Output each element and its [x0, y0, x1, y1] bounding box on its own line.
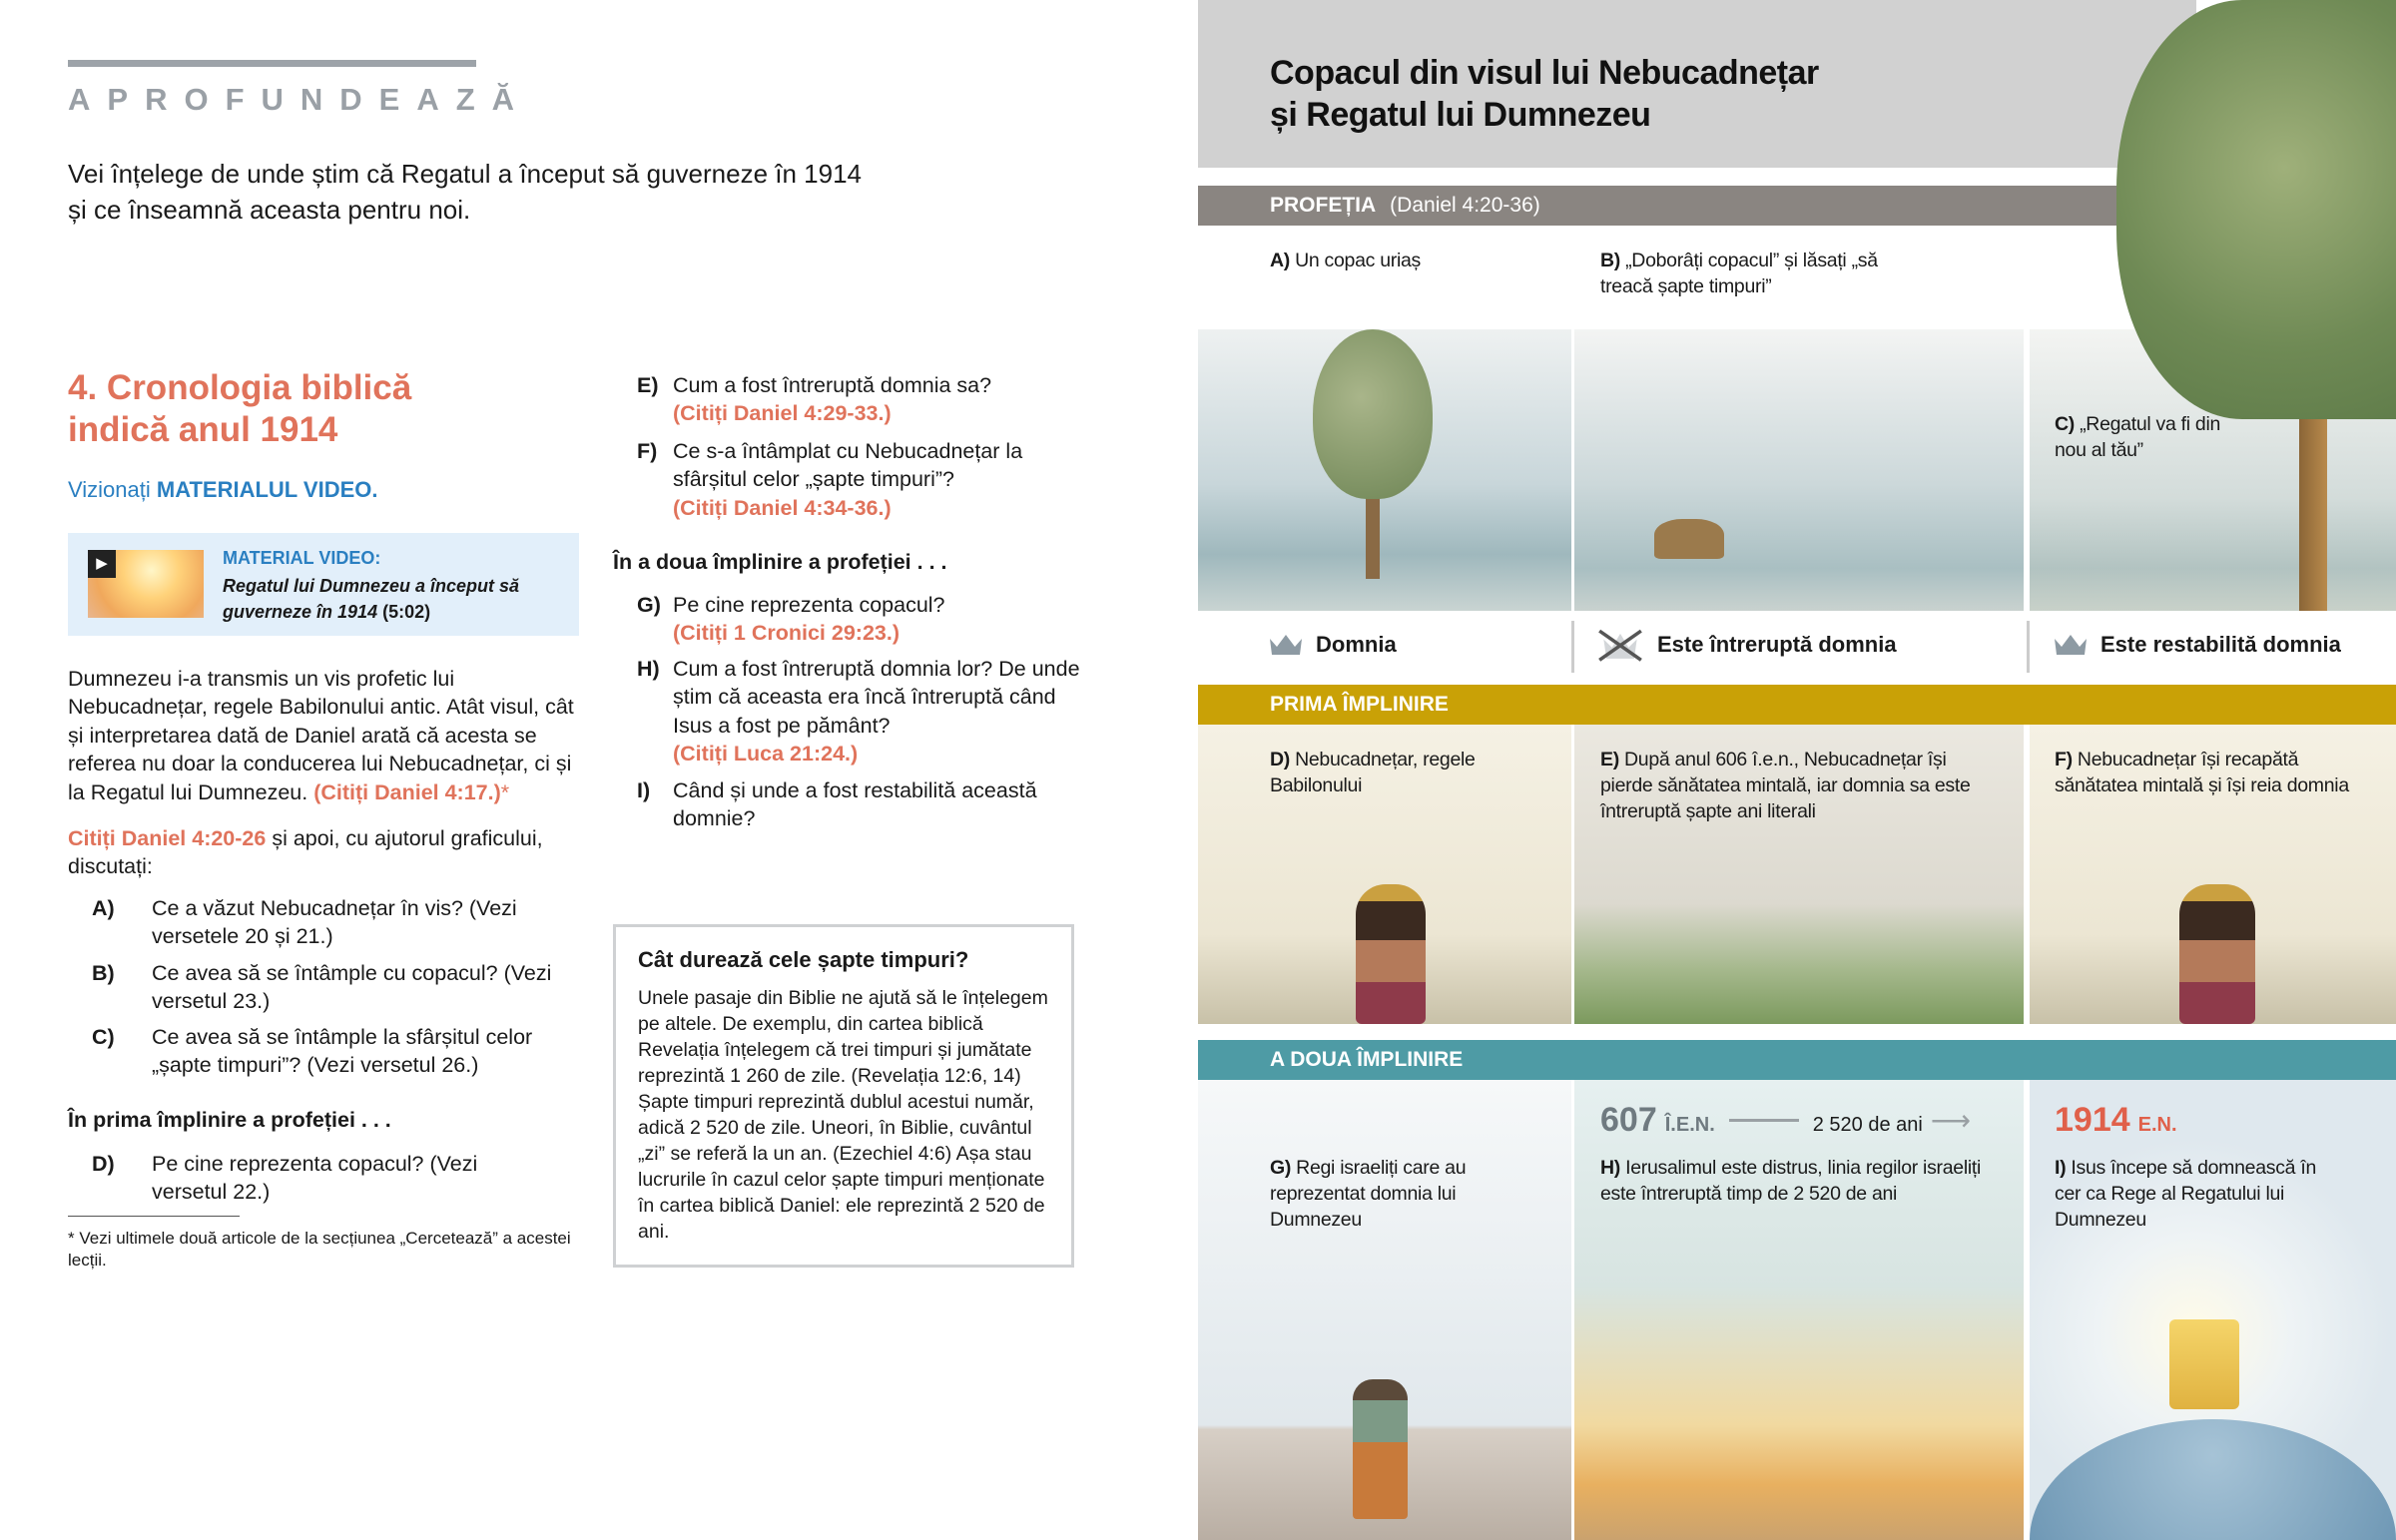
timeline-start-year: 607: [1600, 1101, 1657, 1139]
first-fulfillment-band: PRIMA ÎMPLINIRE: [1198, 685, 2396, 725]
jerusalem-destroyed-illustration: [1574, 1080, 2024, 1540]
caption-i: [2055, 1155, 2324, 1233]
timeline-end-era: E.N.: [2137, 1114, 2177, 1136]
question-letter: B): [92, 961, 115, 985]
crown-icon: [1268, 633, 1304, 657]
question-text: Ce s-a întâmplat cu Nebucadnețar la sfârșitul celor „șapte timpuri”?: [673, 439, 1023, 492]
crossed-crown-icon: [1595, 628, 1645, 662]
caption-f: [2055, 747, 2364, 798]
question-letter: D): [92, 1152, 115, 1176]
question-letter: H): [637, 657, 660, 681]
question-letter: A): [92, 896, 115, 920]
question-b: [92, 959, 561, 1016]
column-divider: [2027, 621, 2030, 673]
throne-illustration: [2169, 1319, 2239, 1409]
caption-letter: I): [2055, 1157, 2067, 1179]
section-kicker: APROFUNDEAZĂ: [68, 82, 532, 117]
question-i: [637, 776, 1056, 833]
giant-tree-illustration: [1198, 329, 1571, 611]
video-title-text: Regatul lui Dumnezeu a început să guverneze în 1914: [223, 576, 520, 622]
band-label: PROFEȚIA: [1270, 194, 1377, 217]
timeline-span: 2 520 de ani: [1812, 1114, 1923, 1136]
label-reign-interrupted: [1595, 611, 1897, 679]
caption-text: Isus începe să domnească în cer ca Rege al Regatului lui Dumnezeu: [2055, 1157, 2316, 1231]
question-h: [637, 655, 1086, 769]
caption-letter: D): [1270, 749, 1290, 770]
video-title: [223, 573, 562, 625]
arrow-right-icon: ⟶: [1930, 1105, 1971, 1136]
label-reign: [1268, 611, 1397, 679]
question-text: Pe cine reprezenta copacul? (Vezi versetul 22.): [152, 1152, 478, 1205]
question-text: Când și unde a fost restabilită această domnie?: [673, 778, 1037, 831]
caption-letter: F): [2055, 749, 2073, 770]
heading-line: indică anul 1914: [68, 410, 338, 449]
caption-letter: B): [1600, 250, 1620, 271]
scripture-reference[interactable]: (Citiți Luca 21:24.): [673, 742, 859, 767]
scripture-reference[interactable]: (Citiți Daniel 4:17.): [313, 779, 501, 804]
question-letter: E): [637, 373, 659, 397]
question-text: Ce avea să se întâmple la sfârșitul celor „șapte timpuri”? (Vezi versetul 26.): [152, 1025, 533, 1078]
question-e: [637, 371, 1076, 428]
second-fulfillment-subheading: În a doua împlinire a profeției . . .: [613, 550, 947, 574]
timeline-line: [1729, 1119, 1799, 1122]
caption-h: [1600, 1155, 2020, 1207]
felled-tree-stump-illustration: [1574, 329, 2024, 611]
question-a: [92, 894, 561, 951]
chart-page: [1198, 0, 2396, 1540]
caption-a: [1270, 248, 1421, 273]
caption-text: Regi israeliți care au reprezentat domnia lui Dumnezeu: [1270, 1157, 1467, 1231]
watch-video-line: [68, 477, 378, 503]
question-c: [92, 1023, 571, 1080]
caption-text: Nebucadnețar își recapătă sănătatea mintală și își reia domnia: [2055, 749, 2349, 796]
video-card[interactable]: [68, 533, 579, 636]
caption-e: [1600, 747, 1990, 824]
caption-b: [1600, 248, 1900, 299]
footnote: * Vezi ultimele două articole de la secțiunea „Cercetează” a acestei lecții.: [68, 1229, 571, 1270]
caption-g: [1270, 1155, 1499, 1233]
caption-letter: E): [1600, 749, 1619, 770]
question-text: Ce a văzut Nebucadnețar în vis? (Vezi versetele 20 și 21.): [152, 896, 517, 949]
footnote-divider: [68, 1216, 240, 1217]
question-g: [637, 591, 1076, 648]
band-reference: (Daniel 4:20-36): [1390, 194, 1540, 217]
tree-canopy-illustration: [2116, 0, 2396, 419]
question-letter: C): [92, 1025, 115, 1049]
caption-text: Ierusalimul este distrus, linia regilor israeliți este întreruptă timp de 2 520 de ani: [1600, 1157, 1982, 1205]
caption-letter: H): [1600, 1157, 1620, 1179]
caption-letter: G): [1270, 1157, 1292, 1179]
paragraph-2: [68, 824, 582, 881]
column-divider: [1571, 621, 1574, 673]
video-link[interactable]: MATERIALUL VIDEO.: [156, 477, 378, 502]
video-duration: (5:02): [377, 602, 431, 622]
timeline-start-era: Î.E.N.: [1664, 1114, 1715, 1136]
scripture-reference[interactable]: Citiți Daniel 4:20-26: [68, 826, 267, 850]
israelite-kings-illustration: [1198, 1080, 1571, 1540]
earth-globe-illustration: [2030, 1419, 2396, 1540]
footnote-marker: *: [500, 779, 510, 804]
question-f: [637, 437, 1056, 522]
timeline-end-year: 1914: [2055, 1101, 2130, 1139]
label-text: Este întreruptă domnia: [1657, 632, 1897, 657]
paragraph-text: și apoi, cu ajutorul graficului, discutați:: [68, 826, 543, 879]
scripture-reference[interactable]: (Citiți Daniel 4:34-36.): [673, 495, 892, 520]
question-letter: G): [637, 593, 661, 617]
band-gap: [1198, 1024, 2396, 1040]
caption-letter: C): [2055, 413, 2075, 435]
question-letter: I): [637, 778, 651, 802]
first-fulfillment-subheading: În prima împlinire a profeției . . .: [68, 1108, 391, 1132]
label-reign-restored: [2053, 611, 2341, 679]
video-thumbnail[interactable]: [88, 550, 204, 618]
play-icon[interactable]: ▶: [88, 550, 116, 578]
section-rule: [68, 60, 476, 67]
caption-text: După anul 606 î.e.n., Nebucadnețar își pierde sănătatea mintală, iar domnia sa este întreruptă șapte ani literali: [1600, 749, 1971, 822]
timeline: [1600, 1101, 1971, 1140]
paragraph-text: Dumnezeu i-a transmis un vis profetic lui Nebucadnețar, regele Babilonului antic. Atât visul, cât și interpretarea dată de Daniel arată că acesta se referea nu doar la conducerea lui Nebucadnețar, ci și la Regatul lui Dumnezeu.: [68, 667, 574, 804]
scripture-reference[interactable]: (Citiți Daniel 4:29-33.): [673, 401, 892, 426]
lesson-heading: [68, 367, 411, 451]
caption-d: [1270, 747, 1519, 798]
caption-text: Un copac uriaș: [1289, 250, 1421, 271]
question-text: Pe cine reprezenta copacul?: [673, 593, 945, 617]
label-text: Domnia: [1316, 632, 1397, 657]
crown-icon: [2053, 633, 2089, 657]
caption-text: „Regatul va fi din nou al tău”: [2055, 413, 2221, 461]
seven-times-sidebar: [613, 924, 1074, 1268]
paragraph-1: [68, 665, 582, 806]
scripture-reference[interactable]: (Citiți 1 Cronici 29:23.): [673, 621, 899, 646]
timeline-end: [2055, 1101, 2177, 1140]
question-d: [92, 1150, 511, 1207]
watch-prefix: Vizionați: [68, 477, 157, 502]
caption-text: Nebucadnețar, regele Babilonului: [1270, 749, 1476, 796]
caption-text: „Doborâți copacul” și lăsați „să treacă șapte timpuri”: [1600, 250, 1878, 297]
intro-text: Vei înțelege de unde știm că Regatul a început să guverneze în 1914 și ce înseamnă aceasta pentru noi.: [68, 159, 862, 225]
question-text: Cum a fost întreruptă domnia sa?: [673, 373, 992, 397]
video-label: MATERIAL VIDEO:: [223, 548, 381, 568]
prophecy-band: [1198, 186, 2156, 226]
label-text: Este restabilită domnia: [2100, 632, 2341, 657]
sidebar-text: Unele pasaje din Biblie ne ajută să le înțelegem pe altele. De exemplu, din cartea biblică Revelația înțelegem că trei timpuri și jumătate reprezintă 1 260 de zile. (Revelația 12:6, 14) Șapte timpuri reprezintă dublul acestui număr, adică 2 520 de zile. Uneori, în Biblie, cuvântul „zi” se referă la un an. (Ezechiel 4:6) Așa stau lucrurile în cazul celor șapte timpuri menționate în cartea biblică Daniel: ele reprezintă 2 520 de ani.: [638, 987, 1048, 1243]
title-line: Copacul din visul lui Nebucadnețar: [1270, 54, 1819, 92]
sidebar-title: Cât durează cele șapte timpuri?: [638, 947, 969, 972]
heading-line: 4. Cronologia biblică: [68, 368, 412, 407]
caption-c: [2055, 411, 2224, 463]
caption-letter: A): [1270, 250, 1290, 271]
question-letter: F): [637, 439, 658, 463]
chart-title: [1270, 52, 1819, 136]
question-text: Ce avea să se întâmple cu copacul? (Vezi versetul 23.): [152, 961, 552, 1014]
second-fulfillment-band: A DOUA ÎMPLINIRE: [1198, 1040, 2396, 1080]
question-text: Cum a fost întreruptă domnia lor? De unde știm că aceasta era încă întreruptă când Isus a fost pe pământ?: [673, 657, 1080, 738]
jesus-enthroned-illustration: [2030, 1080, 2396, 1540]
title-line: și Regatul lui Dumnezeu: [1270, 96, 1651, 134]
